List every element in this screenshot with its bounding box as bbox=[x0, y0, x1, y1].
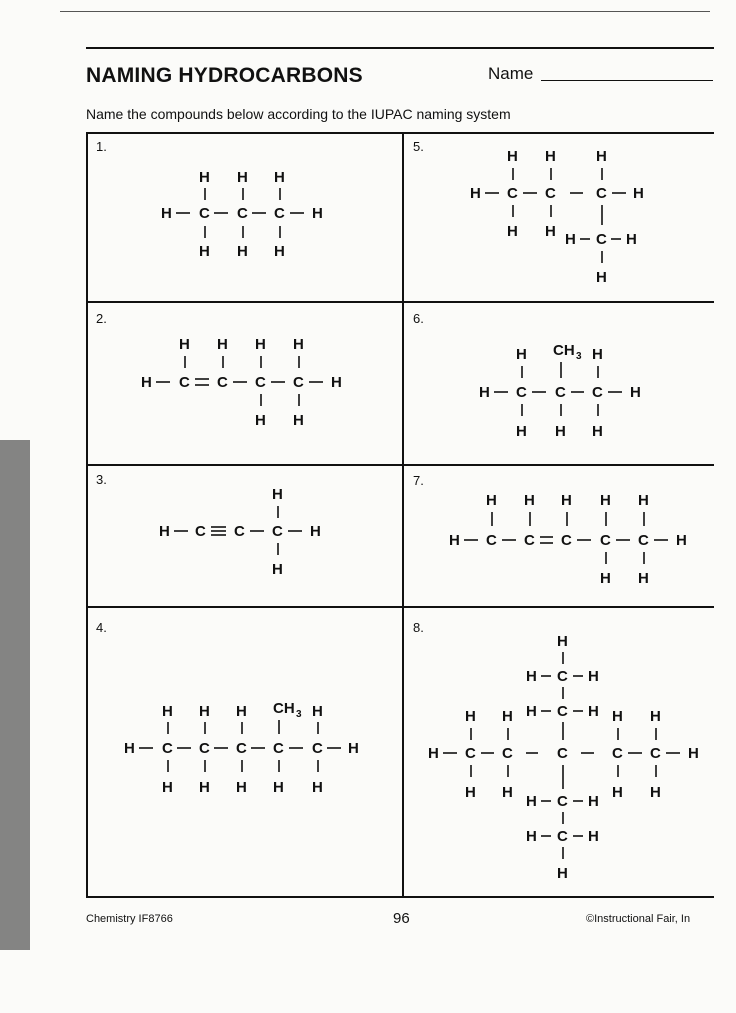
svg-text:H: H bbox=[217, 336, 228, 353]
svg-text:H: H bbox=[479, 384, 490, 401]
svg-text:H: H bbox=[524, 492, 535, 509]
svg-text:H: H bbox=[630, 384, 641, 401]
svg-text:H: H bbox=[502, 708, 513, 725]
problem-number-1: 1. bbox=[96, 139, 107, 154]
molecule-1 bbox=[161, 169, 323, 260]
svg-text:H: H bbox=[273, 779, 284, 796]
svg-text:H: H bbox=[312, 703, 323, 720]
svg-text:C: C bbox=[255, 374, 266, 391]
footer-source: Chemistry IF8766 bbox=[86, 913, 173, 925]
svg-text:CH: CH bbox=[553, 342, 575, 359]
svg-text:H: H bbox=[237, 243, 248, 260]
svg-text:H: H bbox=[199, 243, 210, 260]
svg-text:H: H bbox=[561, 492, 572, 509]
svg-text:H: H bbox=[650, 708, 661, 725]
svg-text:H: H bbox=[633, 185, 644, 202]
svg-text:H: H bbox=[162, 703, 173, 720]
svg-text:H: H bbox=[486, 492, 497, 509]
svg-text:H: H bbox=[638, 492, 649, 509]
problem-number-5: 5. bbox=[413, 139, 424, 154]
svg-text:C: C bbox=[557, 828, 568, 845]
problem-number-7: 7. bbox=[413, 473, 424, 488]
svg-text:C: C bbox=[237, 205, 248, 222]
svg-text:H: H bbox=[588, 793, 599, 810]
svg-text:H: H bbox=[199, 703, 210, 720]
svg-text:H: H bbox=[592, 423, 603, 440]
svg-text:H: H bbox=[465, 708, 476, 725]
svg-text:H: H bbox=[507, 148, 518, 165]
svg-text:H: H bbox=[236, 779, 247, 796]
svg-text:H: H bbox=[592, 346, 603, 363]
svg-text:C: C bbox=[199, 205, 210, 222]
svg-text:C: C bbox=[600, 532, 611, 549]
svg-text:H: H bbox=[124, 740, 135, 757]
svg-text:H: H bbox=[162, 779, 173, 796]
page-title: NAMING HYDROCARBONS bbox=[86, 64, 363, 87]
svg-text:C: C bbox=[545, 185, 556, 202]
svg-text:H: H bbox=[161, 205, 172, 222]
svg-text:C: C bbox=[234, 523, 245, 540]
svg-text:H: H bbox=[236, 703, 247, 720]
svg-text:C: C bbox=[236, 740, 247, 757]
svg-text:H: H bbox=[274, 169, 285, 186]
problem-number-8: 8. bbox=[413, 620, 424, 635]
svg-text:C: C bbox=[274, 205, 285, 222]
svg-text:C: C bbox=[557, 668, 568, 685]
instructions: Name the compounds below according to the IUPAC naming system bbox=[86, 106, 511, 122]
svg-text:H: H bbox=[638, 570, 649, 587]
svg-text:C: C bbox=[502, 745, 513, 762]
svg-text:H: H bbox=[596, 269, 607, 286]
problem-number-2: 2. bbox=[96, 311, 107, 326]
svg-text:H: H bbox=[600, 492, 611, 509]
svg-text:C: C bbox=[312, 740, 323, 757]
svg-text:C: C bbox=[524, 532, 535, 549]
svg-text:H: H bbox=[612, 708, 623, 725]
svg-text:H: H bbox=[331, 374, 342, 391]
svg-text:H: H bbox=[588, 828, 599, 845]
svg-text:H: H bbox=[526, 793, 537, 810]
svg-text:H: H bbox=[650, 784, 661, 801]
svg-text:H: H bbox=[179, 336, 190, 353]
svg-text:C: C bbox=[555, 384, 566, 401]
footer-copyright: ©Instructional Fair, In bbox=[586, 913, 691, 925]
problem-number-6: 6. bbox=[413, 311, 424, 326]
svg-text:C: C bbox=[596, 231, 607, 248]
svg-text:C: C bbox=[592, 384, 603, 401]
svg-text:H: H bbox=[565, 231, 576, 248]
svg-text:H: H bbox=[274, 243, 285, 260]
svg-text:H: H bbox=[141, 374, 152, 391]
svg-text:C: C bbox=[293, 374, 304, 391]
svg-text:H: H bbox=[310, 523, 321, 540]
svg-text:H: H bbox=[348, 740, 359, 757]
svg-text:C: C bbox=[217, 374, 228, 391]
svg-text:3: 3 bbox=[296, 709, 302, 720]
svg-text:H: H bbox=[272, 486, 283, 503]
svg-text:C: C bbox=[557, 703, 568, 720]
svg-text:H: H bbox=[516, 346, 527, 363]
svg-text:C: C bbox=[199, 740, 210, 757]
svg-text:C: C bbox=[612, 745, 623, 762]
svg-text:H: H bbox=[516, 423, 527, 440]
svg-text:H: H bbox=[557, 633, 568, 650]
svg-text:H: H bbox=[255, 336, 266, 353]
svg-text:H: H bbox=[545, 223, 556, 240]
svg-text:H: H bbox=[312, 779, 323, 796]
svg-text:H: H bbox=[600, 570, 611, 587]
svg-text:C: C bbox=[486, 532, 497, 549]
svg-text:C: C bbox=[638, 532, 649, 549]
svg-text:C: C bbox=[162, 740, 173, 757]
svg-text:H: H bbox=[502, 784, 513, 801]
svg-text:H: H bbox=[688, 745, 699, 762]
svg-text:H: H bbox=[526, 668, 537, 685]
svg-text:C: C bbox=[557, 745, 568, 762]
svg-text:H: H bbox=[612, 784, 623, 801]
svg-text:H: H bbox=[545, 148, 556, 165]
svg-text:CH: CH bbox=[273, 700, 295, 717]
svg-text:H: H bbox=[237, 169, 248, 186]
svg-text:H: H bbox=[159, 523, 170, 540]
svg-text:H: H bbox=[596, 148, 607, 165]
svg-text:H: H bbox=[449, 532, 460, 549]
svg-text:H: H bbox=[255, 412, 266, 429]
svg-text:H: H bbox=[526, 828, 537, 845]
svg-text:C: C bbox=[195, 523, 206, 540]
page-number: 96 bbox=[393, 910, 410, 927]
svg-text:H: H bbox=[526, 703, 537, 720]
svg-text:C: C bbox=[516, 384, 527, 401]
svg-text:H: H bbox=[312, 205, 323, 222]
svg-text:H: H bbox=[588, 703, 599, 720]
name-label: Name bbox=[488, 64, 534, 83]
svg-text:H: H bbox=[470, 185, 481, 202]
svg-text:C: C bbox=[272, 523, 283, 540]
svg-text:H: H bbox=[293, 336, 304, 353]
svg-text:C: C bbox=[507, 185, 518, 202]
svg-text:C: C bbox=[273, 740, 284, 757]
svg-text:C: C bbox=[179, 374, 190, 391]
svg-text:H: H bbox=[428, 745, 439, 762]
svg-text:H: H bbox=[199, 169, 210, 186]
svg-text:3: 3 bbox=[576, 351, 582, 362]
svg-text:C: C bbox=[557, 793, 568, 810]
svg-text:H: H bbox=[626, 231, 637, 248]
svg-text:H: H bbox=[555, 423, 566, 440]
svg-text:H: H bbox=[507, 223, 518, 240]
svg-text:H: H bbox=[272, 561, 283, 578]
svg-text:H: H bbox=[465, 784, 476, 801]
svg-text:H: H bbox=[293, 412, 304, 429]
svg-text:H: H bbox=[199, 779, 210, 796]
svg-text:C: C bbox=[561, 532, 572, 549]
svg-text:H: H bbox=[588, 668, 599, 685]
problem-number-3: 3. bbox=[96, 472, 107, 487]
svg-text:C: C bbox=[596, 185, 607, 202]
svg-text:H: H bbox=[676, 532, 687, 549]
problem-number-4: 4. bbox=[96, 620, 107, 635]
svg-text:C: C bbox=[465, 745, 476, 762]
svg-text:C: C bbox=[650, 745, 661, 762]
svg-text:H: H bbox=[557, 865, 568, 882]
